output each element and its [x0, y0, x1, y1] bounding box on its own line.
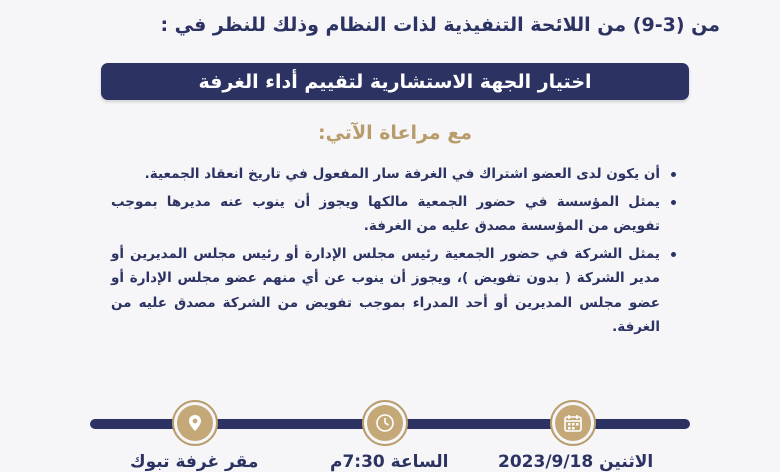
event-location: مقر غرفة تبوك — [130, 452, 259, 472]
event-time: الساعة 7:30م — [330, 452, 449, 472]
condition-item: أن يكون لدى العضو اشتراك في الغرفة سار المفعول في تاريخ انعقاد الجمعية. — [111, 162, 676, 187]
calendar-icon — [562, 412, 584, 434]
date-badge — [550, 400, 596, 446]
location-pin-icon — [184, 412, 206, 434]
condition-item: يمثل الشركة في حضور الجمعية رئيس مجلس الإدارة أو رئيس مجلس المديرين أو مدير الشركة ( بدون تفويض )، ويجوز أن ينوب عن أي منهم عضو مجلس الإدارة أو عضو مجلس المديرين أو أحد المدراء بموجب تفويض من الشركة مصدق عليه من الغرفة. — [111, 242, 676, 340]
conditions-list — [111, 162, 676, 343]
time-badge — [362, 400, 408, 446]
conditions-heading: مع مراعاة الآتي: — [317, 122, 472, 144]
event-date: الاثنين 2023/9/18 — [498, 452, 654, 472]
banner-title: اختيار الجهة الاستشارية لتقييم أداء الغرفة — [198, 70, 592, 93]
location-badge — [172, 400, 218, 446]
clock-icon — [374, 412, 396, 434]
intro-text: من (3-9) من اللائحة التنفيذية لذات النظام وذلك للنظر في : — [160, 14, 720, 36]
title-banner — [101, 63, 689, 100]
condition-item: يمثل المؤسسة في حضور الجمعية مالكها ويجوز أن ينوب عنه مديرها بموجب تفويض من المؤسسة مصدق عليه من الغرفة. — [111, 190, 676, 239]
